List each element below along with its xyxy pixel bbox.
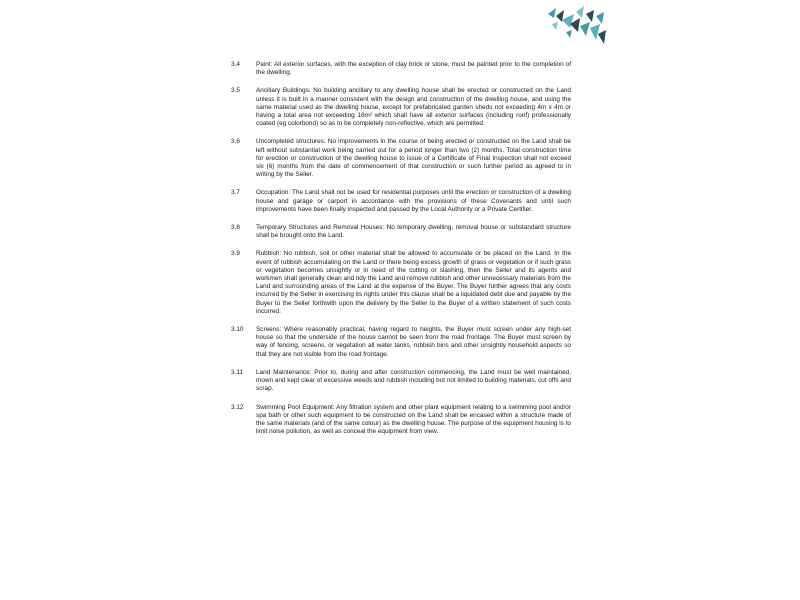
clause-3-9: [231, 250, 571, 316]
clause-3-7: [231, 189, 571, 214]
clause-text: Ancillary Buildings: No building ancillary to any dwelling house shall be erected or constructed on the Land unless it is built in a manner consistent with the design and construction of the dwelling house, and using the same material used as the dwelling house, except for prefabricated garden sheds not exceeding 4m x 4m or having a total area not exceeding 16m² which shall have all exterior surfaces (including roof) professionally coated (eg colorbond) so as to be completely non-reflective, which are permitted.: [256, 87, 571, 128]
clause-number: 3.4: [231, 61, 240, 68]
clause-number: 3.10: [231, 326, 244, 334]
clause-text: Temporary Structures and Removal Houses: No temporary dwelling, removal house or substandard structure shall be brought onto the Land.: [256, 224, 571, 240]
clause-text: Swimming Pool Equipment: Any filtration system and other plant equipment relating to a swimming pool and/or spa bath or other such equipment to be constructed on the Land shall be encased within a structure made of the same materials (and of the same colour) as the dwelling house. The purpose of the equipment housing is to limit noise pollution, as well as conceal the equipment from view.: [256, 403, 571, 436]
clause-text: Screens: Where reasonably practical, having regard to heights, the Buyer must screen under any high-set house so that the underside of the house cannot be seen from the road frontage. The Buyer must screen by way of fencing, screens, or vegetation all water tanks, rubbish bins and other unsightly household aspects so that they are not visible from the road frontage.: [256, 326, 571, 358]
clause-3-11: [231, 369, 571, 394]
clause-3-10: [231, 326, 571, 359]
covenant-clauses: [231, 61, 571, 446]
clause-text: Occupation: The Land shall not be used for residential purposes until the erection or construction of a dwelling house and garage or carport in accordance with the provisions of these Covenants and until such improvements have been finally inspected and passed by the Local Authority or a Private Certifier.: [256, 189, 571, 213]
clause-number: 3.8: [231, 224, 240, 232]
clause-3-6: [231, 138, 571, 179]
clause-number: 3.6: [231, 138, 240, 146]
clause-3-12: [231, 404, 571, 437]
logo-icon: [540, 4, 610, 50]
clause-number: 3.11: [231, 368, 243, 376]
clause-3-4: [231, 61, 571, 77]
clause-number: 3.5: [231, 87, 240, 95]
clause-text: Uncompleted structures: No improvements in the course of being erected or constructed on the Land shall be left without substantial work being carried out for a period longer than two (2) months. Total construction time for erection or construction of the dwelling house to issue of a Certificate of Final Inspection shall not exceed six (6) months from the date of commencement of that construction or such further period as agreed to in writing by the Seller.: [256, 138, 571, 179]
clause-number: 3.7: [231, 189, 240, 197]
clause-text: Rubbish: No rubbish, soil or other material shall be allowed to accumulate or be placed on the Land. In the event of rubbish accumulating on the Land or there being excess growth of grass or vegetation or if such grass or vegetation becomes unsightly or in need of the cutting or slashing, then the Seller and its agents and workmen shall generally clean and tidy the Land and remove rubbish and other unnecessary materials from the Land and surrounding areas of the Land at the expense of the Buyer. The Buyer further agrees that any costs incurred by the Seller in exercising its rights under this clause shall be a liquidated debt due and payable by the Buyer to the Seller forthwith upon the delivery by the Seller to the Buyer of a written statement of such costs incurred.: [256, 250, 571, 315]
clause-number: 3.9: [231, 250, 240, 258]
clause-text: Paint: All exterior surfaces, with the exception of clay brick or stone, must be painted prior to the completion of the dwelling.: [256, 61, 571, 77]
clause-3-8: [231, 224, 571, 240]
clause-text: Land Maintenance: Prior to, during and after construction commencing, the Land must be well maintained, mown and kept clear of excessive weeds and rubbish including but not limited to building materials, cut offs and scrap.: [256, 368, 571, 393]
clause-3-5: [231, 87, 571, 128]
clause-number: 3.12: [231, 403, 244, 411]
